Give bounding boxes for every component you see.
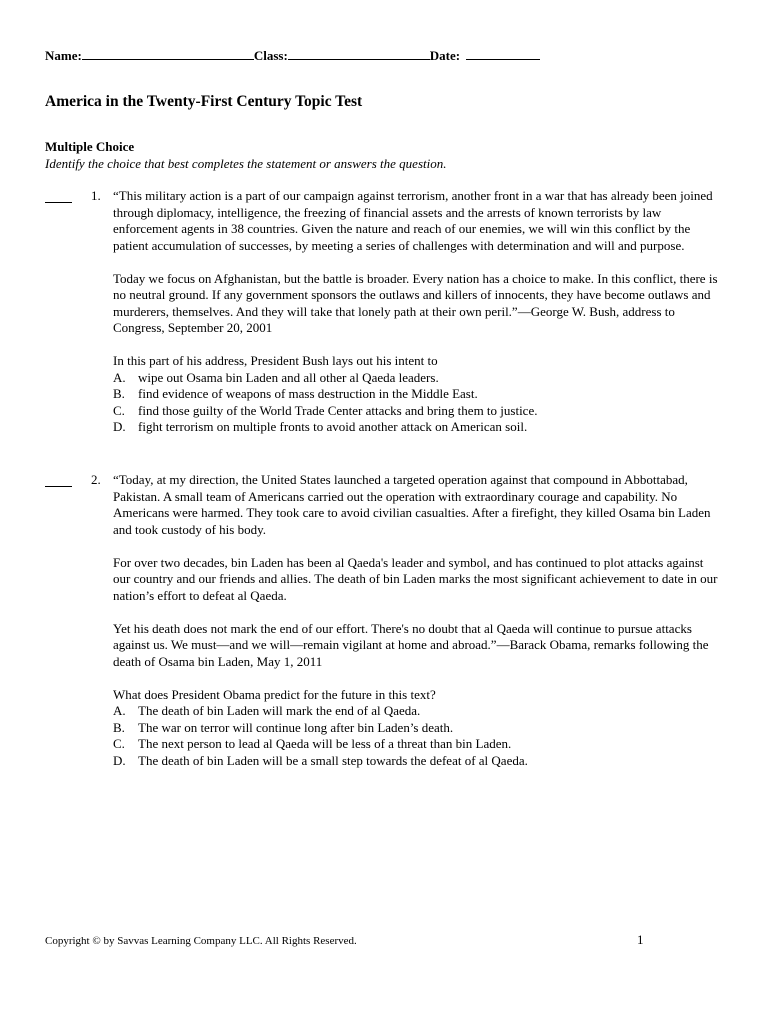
passage-paragraph: “Today, at my direction, the United States launched a targeted operation against that compound in Abbottabad, Pakistan. A small team of Americans carried out the operation with extraordinary courage and capability. No Americans were harmed. They took care to avoid civilian casualties. After a firefight, they killed Osama bin Laden and took custody of his body. bbox=[113, 472, 711, 537]
answer-choice-c[interactable] bbox=[113, 403, 718, 420]
choice-letter: A. bbox=[113, 369, 126, 385]
name-label: Name: bbox=[45, 48, 82, 63]
choice-letter: B. bbox=[113, 719, 125, 735]
passage-paragraph: Today we focus on Afghanistan, but the battle is broader. Every nation has a choice to make. In this conflict, there is no neutral ground. If any government sponsors the outlaws and killers of innocents, they have become outlaws and murderers, themselves. And they will take that lonely path at their own peril.”—George W. Bush, address to Congress, September 20, 2001 bbox=[113, 270, 718, 335]
passage-paragraph: Yet his death does not mark the end of our effort. There's no doubt that al Qaeda will continue to pursue attacks against us. We must—and we will—remain vigilant at home and abroad.”—Barack Obama, remarks following the death of Osama bin Laden, May 1, 2011 bbox=[113, 620, 709, 669]
choice-text: The next person to lead al Qaeda will be less of a threat than bin Laden. bbox=[138, 736, 512, 751]
passage-paragraph: For over two decades, bin Laden has been al Qaeda's leader and symbol, and has continued to plot attacks against our country and our friends and allies. The death of bin Laden marks the most significant achievement to date in our nation’s effort to defeat al Qaeda. bbox=[113, 554, 718, 603]
answer-choice-a[interactable] bbox=[113, 703, 718, 720]
answer-choice-b[interactable] bbox=[113, 720, 718, 737]
class-field[interactable] bbox=[288, 47, 430, 60]
choice-letter: D. bbox=[113, 752, 126, 768]
question-number: 2. bbox=[91, 472, 101, 487]
answer-blank-2[interactable] bbox=[45, 474, 72, 487]
choice-letter: B. bbox=[113, 386, 125, 401]
question-body bbox=[113, 188, 718, 436]
choice-text: The death of bin Laden will mark the end of al Qaeda. bbox=[138, 703, 421, 718]
answer-choice-a[interactable] bbox=[113, 370, 718, 387]
date-field[interactable] bbox=[466, 47, 540, 60]
class-label: Class: bbox=[253, 48, 288, 63]
answer-choice-b[interactable] bbox=[113, 386, 718, 403]
page-title: America in the Twenty-First Century Topic Test bbox=[45, 93, 363, 110]
question-body bbox=[113, 472, 718, 769]
choice-letter: C. bbox=[113, 736, 125, 751]
question-stem: In this part of his address, President Bush lays out his intent to bbox=[113, 353, 438, 368]
page-number: 1 bbox=[637, 932, 644, 947]
question-number: 1. bbox=[91, 188, 101, 203]
passage-paragraph: “This military action is a part of our campaign against terrorism, another front in a war that has already been joined through diplomacy, intelligence, the freezing of financial assets and the arrests of known terrorists by law enforcement agents in 38 countries. Given the nature and reach of our enemies, we will win this conflict by the patient accumulation of successes, by meeting a series of challenges with determination and will and purpose. bbox=[113, 188, 713, 253]
choice-letter: A. bbox=[113, 703, 126, 718]
date-label: Date: bbox=[429, 48, 461, 63]
choice-text: The death of bin Laden will be a small step towards the defeat of al Qaeda. bbox=[138, 752, 528, 768]
choice-text: wipe out Osama bin Laden and all other al Qaeda leaders. bbox=[138, 369, 439, 385]
answer-choice-c[interactable] bbox=[113, 736, 718, 753]
choice-letter: C. bbox=[113, 402, 125, 418]
copyright-notice: Copyright © by Savvas Learning Company LLC. All Rights Reserved. bbox=[45, 935, 357, 947]
student-info-header bbox=[45, 47, 540, 64]
answer-choice-d[interactable] bbox=[113, 753, 718, 770]
name-field[interactable] bbox=[82, 47, 254, 60]
section-instructions: Identify the choice that best completes the statement or answers the question. bbox=[45, 156, 447, 171]
section-title: Multiple Choice bbox=[45, 139, 135, 154]
choice-letter: D. bbox=[113, 419, 126, 434]
choice-text: find those guilty of the World Trade Center attacks and bring them to justice. bbox=[138, 402, 538, 418]
answer-choice-d[interactable] bbox=[113, 419, 718, 436]
choice-text: fight terrorism on multiple fronts to avoid another attack on American soil. bbox=[138, 419, 528, 434]
choice-text: The war on terror will continue long after bin Laden’s death. bbox=[138, 719, 454, 735]
question-stem: What does President Obama predict for the future in this text? bbox=[113, 686, 436, 702]
answer-blank-1[interactable] bbox=[45, 190, 72, 203]
choice-text: find evidence of weapons of mass destruction in the Middle East. bbox=[138, 386, 478, 401]
